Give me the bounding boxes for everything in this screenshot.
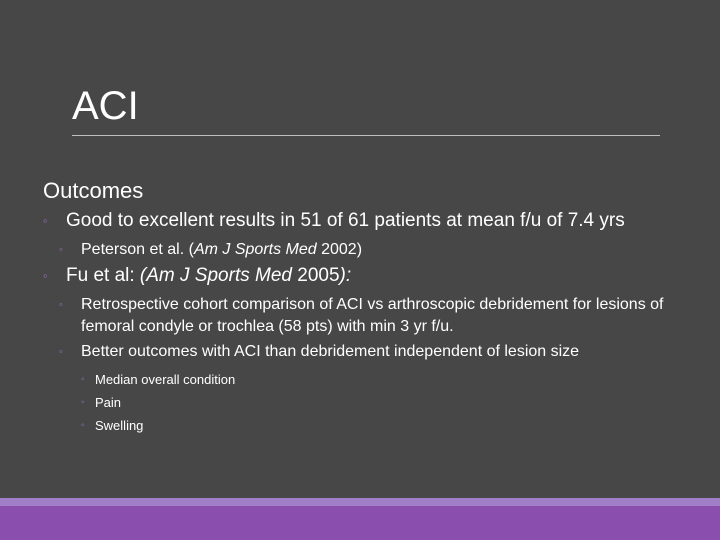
journal-year: 2005 [297,265,340,286]
bullet-text: Good to excellent results in 51 of 61 patients at mean f/u of 7.4 yrs [66,210,625,231]
bullet-better-outcomes [43,341,683,363]
slide-content [43,177,683,440]
bullet-icon: ◦ [43,213,48,228]
heading-outcomes: Outcomes [43,178,144,203]
slide-title: ACI [72,84,139,128]
bullet-icon: ◦ [81,397,85,408]
bullet-retrospective [43,294,683,338]
bullet-results [43,209,683,233]
bullet-text: Better outcomes with ACI than debridement independent of lesion size [81,343,580,360]
bullet-text-pre: Fu et al: [66,265,140,286]
bullet-icon: ◦ [81,420,85,431]
journal-name: Am J Sports Med [193,241,317,258]
bullet-peterson [43,239,683,261]
footer-band-dark [0,506,720,540]
footer-band-light [0,498,720,506]
bullet-text: Retrospective cohort comparison of ACI vs arthroscopic debridement for lesions of femoral condyle or trochlea (58 pts) with min 3 yr f/u. [81,296,664,335]
bullet-text-pre: Peterson et al. ( [81,241,194,258]
bullet-icon: ◦ [59,346,63,358]
bullet-pain [43,394,683,412]
bullet-fu [43,264,683,288]
bullet-swelling [43,417,683,435]
bullet-text-post: 2002) [316,241,363,258]
bullet-text: Pain [95,395,122,410]
bullet-icon: ◦ [43,268,48,283]
bullet-icon: ◦ [59,299,63,311]
bullet-icon: ◦ [59,244,63,256]
bullet-text: Median overall condition [95,372,236,387]
bullet-text: Swelling [95,418,144,433]
journal-name: (Am J Sports Med [139,265,298,286]
bullet-median-condition [43,371,683,389]
bullet-text-post: ): [339,265,352,286]
bullet-icon: ◦ [81,374,85,385]
title-divider [72,135,660,136]
